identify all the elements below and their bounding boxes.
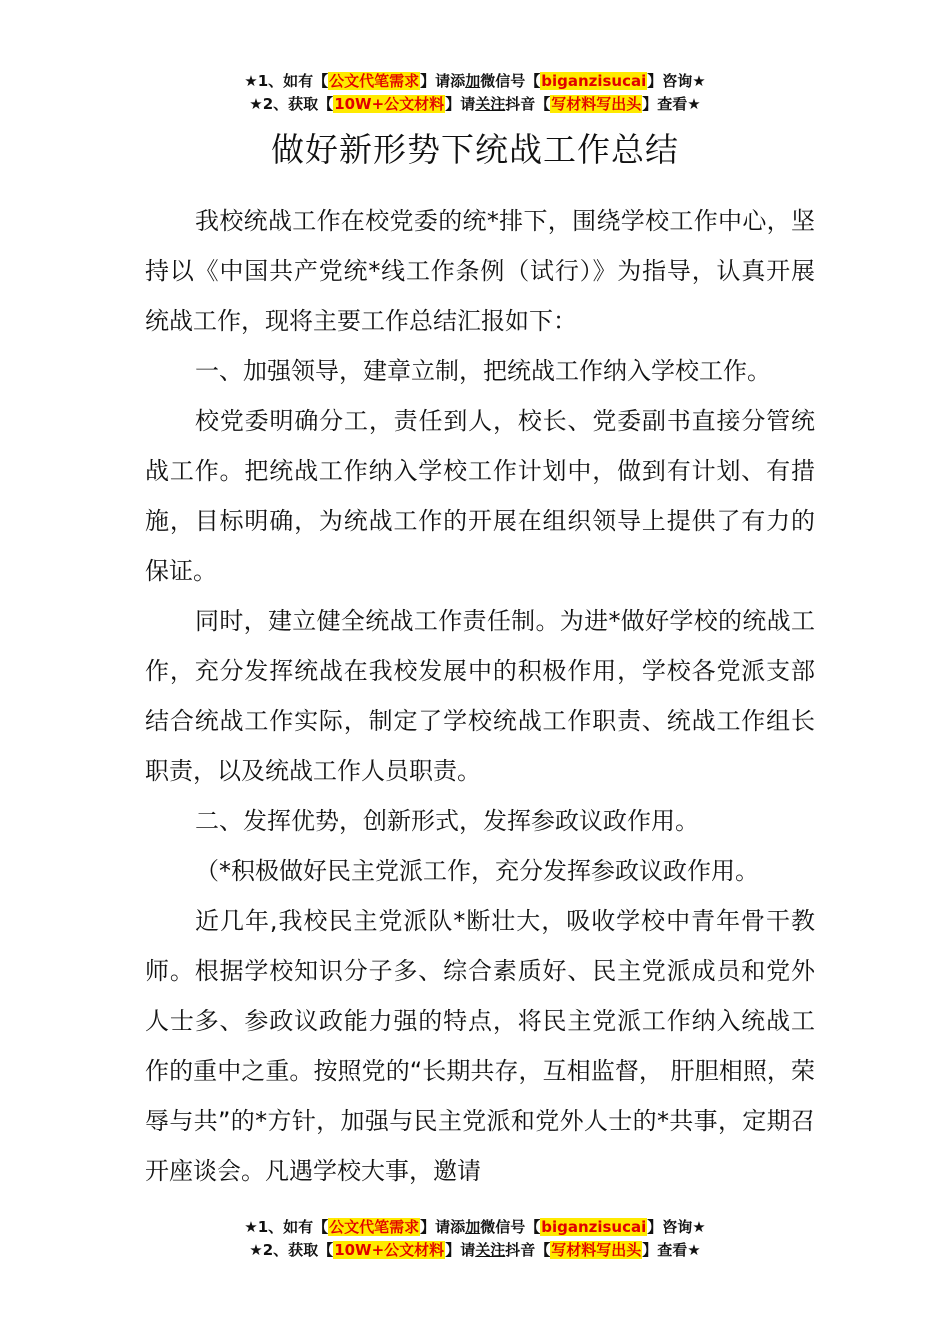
highlight-service: 公文代笔需求 [329, 72, 420, 90]
footer-banner [0, 1216, 950, 1262]
subsection-heading: （*积极做好民主党派工作，充分发挥参政议政作用。 [195, 857, 759, 885]
highlight-materials: 10W+公文材料 [334, 95, 445, 113]
banner-line-2: ★2、获取【10W+公文材料】请关注抖音【写材料写出头】查看★ [249, 1241, 701, 1259]
header-banner [0, 70, 950, 116]
paragraph: 近几年,我校民主党派队*断壮大，吸收学校中青年骨干教师。根据学校知识分子多、综合素质好、民主党派成员和党外人士多、参政议政能力强的特点，将民主党派工作纳入统战工作的重中之重。按照党的“长期共存，互相监督， 肝胆相照，荣辱与共”的*方针，加强与民主党派和党外人士的*共事，定期召开座谈会。凡遇学校大事，邀请 [145, 907, 815, 1185]
section-heading-2: 二、发挥优势，创新形式，发挥参政议政作用。 [195, 807, 699, 835]
paragraph: 同时，建立健全统战工作责任制。为进*做好学校的统战工作，充分发挥统战在我校发展中的积极作用，学校各党派支部结合统战工作实际，制定了学校统战工作职责、统战工作组长职责，以及统战工作人员职责。 [145, 607, 815, 785]
highlight-wechat-id: biganzisucai [541, 1218, 647, 1236]
paragraph-intro: 我校统战工作在校党委的统*排下，围绕学校工作中心，坚持以《中国共产党统*线工作条例（试行）》为指导，认真开展统战工作，现将主要工作总结汇报如下： [145, 207, 815, 335]
banner-line-2: ★2、获取【10W+公文材料】请关注抖音【写材料写出头】查看★ [249, 95, 701, 113]
highlight-wechat-id: biganzisucai [541, 72, 647, 90]
paragraph: 校党委明确分工，责任到人，校长、党委副书直接分管统战工作。把统战工作纳入学校工作计划中，做到有计划、有措施，目标明确，为统战工作的开展在组织领导上提供了有力的保证。 [145, 407, 815, 585]
highlight-service: 公文代笔需求 [329, 1218, 420, 1236]
highlight-materials: 10W+公文材料 [334, 1241, 445, 1259]
document-body [145, 196, 815, 1196]
section-heading-1: 一、加强领导，建章立制，把统战工作纳入学校工作。 [195, 357, 771, 385]
highlight-douyin: 写材料写出头 [551, 95, 642, 113]
highlight-douyin: 写材料写出头 [551, 1241, 642, 1259]
document-title: 做好新形势下统战工作总结 [271, 130, 679, 169]
banner-line-1: ★1、如有【公文代笔需求】请添加微信号【biganzisucai】咨询★ [244, 72, 706, 90]
banner-line-1: ★1、如有【公文代笔需求】请添加微信号【biganzisucai】咨询★ [244, 1218, 706, 1236]
